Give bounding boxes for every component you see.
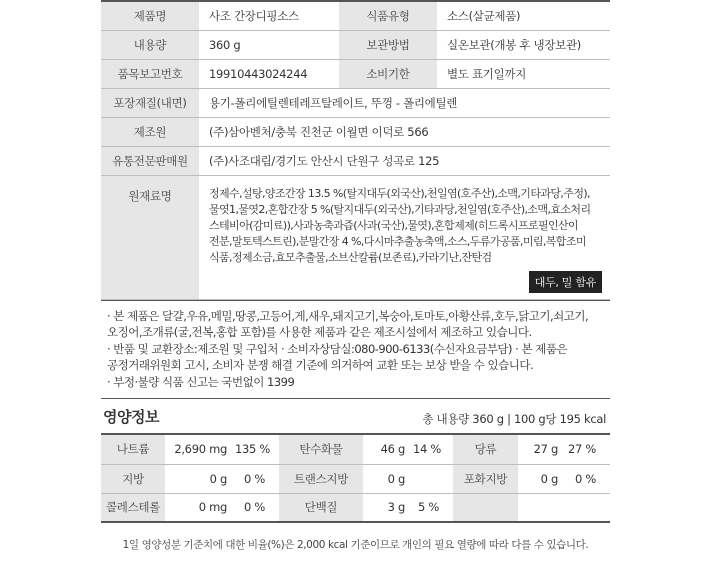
nutrition-row	[101, 464, 610, 493]
ingredients-value	[199, 175, 610, 299]
expiry-value: 별도 표기일까지	[437, 59, 610, 88]
nutrition-row	[101, 435, 610, 464]
nutrient-amount: 27 g	[518, 435, 566, 464]
net-weight-value: 360 g	[199, 30, 339, 59]
nutrient-percent	[413, 464, 453, 493]
nutrition-serving: 총 내용량 360 g | 100 g당 195 kcal	[422, 412, 606, 427]
nutrient-percent: 27 %	[566, 435, 610, 464]
nutrient-amount: 0 g	[363, 464, 413, 493]
allergy-badge: 대두, 밀 함유	[529, 271, 602, 293]
nutrient-percent: 5 %	[413, 493, 453, 522]
ingredients-line: 물엿1,물엿2,혼합간장 5 %(탈지대두(외국산),기타과당,천일염(호주산),소맥,효소처리	[209, 202, 591, 216]
ingredients-line: 식품,정제소금,효모추출물,소브산칼륨(보존료),카라기난,잔탄검	[209, 251, 492, 265]
net-weight-label: 내용량	[101, 30, 199, 59]
distributor-value: (주)사조대림/경기도 안산시 단원구 성곡로 125	[199, 146, 610, 175]
nutrient-amount: 0 mg	[165, 493, 235, 522]
nutrition-row	[101, 493, 610, 522]
notice-line: · 부정·불량 식품 신고는 국번없이 1399	[107, 374, 295, 389]
food-type-label: 식품유형	[339, 1, 437, 30]
food-type-value: 소스(살균제품)	[437, 1, 610, 30]
nutrient-amount: 0 g	[518, 464, 566, 493]
nutrient-amount-empty	[518, 493, 566, 522]
nutrient-percent: 14 %	[413, 435, 453, 464]
nutrient-percent: 0 %	[235, 493, 279, 522]
ingredients-label: 원재료명	[101, 175, 199, 299]
nutrient-name: 트랜스지방	[279, 464, 363, 493]
storage-value: 실온보관(개봉 후 냉장보관)	[437, 30, 610, 59]
product-info-table	[101, 0, 610, 300]
product-name-value: 사조 간장디핑소스	[199, 1, 339, 30]
report-number-label: 품목보고번호	[101, 59, 199, 88]
info-row	[101, 30, 610, 59]
nutrient-name: 나트륨	[101, 435, 165, 464]
nutrient-percent: 0 %	[235, 464, 279, 493]
ingredients-line: 전분,말토텍스트린),분말간장 4 %,다시마추출농축액,소스,두류가공품,미림,복합조미	[209, 235, 586, 249]
notice-line: · 본 제품은 달걀,우유,메밀,땅콩,고등어,게,새우,돼지고기,복숭아,토마토,아황산류,호두,닭고기,쇠고기,	[107, 308, 589, 323]
product-name-label: 제품명	[101, 1, 199, 30]
notice-line: 오징어,조개류(굴,전복,홍합 포함)를 사용한 제품과 같은 제조시설에서 제조하고 있습니다.	[107, 325, 532, 340]
nutrition-footnote: 1일 영양성분 기준치에 대한 비율(%)은 2,000 kcal 기준이므로 개인의 필요 열량에 따라 다를 수 있습니다.	[122, 539, 589, 552]
packaging-label: 포장재질(내면)	[101, 88, 199, 117]
nutrient-name: 당류	[453, 435, 518, 464]
notice-line: 공정거래위원회 고시, 소비자 분쟁 해결 기준에 의거하여 교환 또는 보상 받을 수 있습니다.	[107, 358, 534, 373]
notice-section	[101, 300, 610, 400]
info-row	[101, 146, 610, 175]
manufacturer-value: (주)삼아벤처/충북 진천군 이월면 이덕로 566	[199, 117, 610, 146]
info-row	[101, 117, 610, 146]
info-row	[101, 59, 610, 88]
nutrition-header	[101, 399, 610, 435]
packaging-value: 용기-폴리에틸렌테레프탈레이트, 뚜껑 - 폴리에틸렌	[199, 88, 610, 117]
info-row	[101, 1, 610, 30]
nutrient-name: 탄수화물	[279, 435, 363, 464]
nutrient-amount: 2,690 mg	[165, 435, 235, 464]
ingredients-line: 정제수,설탕,양조간장 13.5 %(탈지대두(외국산),천일염(호주산),소맥,기타과당,주정),	[209, 186, 590, 200]
storage-label: 보관방법	[339, 30, 437, 59]
notice-line: · 반품 및 교환장소:제조원 및 구입처 · 소비자상담실:080-900-6133(수신자요금부담) · 본 제품은	[107, 341, 568, 356]
distributor-label: 유통전문판매원	[101, 146, 199, 175]
nutrient-amount: 0 g	[165, 464, 235, 493]
expiry-label: 소비기한	[339, 59, 437, 88]
ingredients-row	[101, 175, 610, 299]
info-row	[101, 88, 610, 117]
allergy-row	[209, 271, 602, 293]
nutrition-title: 영양정보	[103, 408, 159, 427]
nutrient-name: 단백질	[279, 493, 363, 522]
nutrient-percent: 135 %	[235, 435, 279, 464]
nutrient-name: 지방	[101, 464, 165, 493]
nutrient-percent: 0 %	[566, 464, 610, 493]
product-label	[101, 0, 610, 552]
nutrient-name: 콜레스테롤	[101, 493, 165, 522]
nutrient-name-empty	[453, 493, 518, 522]
report-number-value: 19910443024244	[199, 59, 339, 88]
nutrient-amount: 3 g	[363, 493, 413, 522]
nutrient-percent-empty	[566, 493, 610, 522]
manufacturer-label: 제조원	[101, 117, 199, 146]
nutrient-name: 포화지방	[453, 464, 518, 493]
ingredients-line: 스테비아(감미료)),사과농축과즙(사과(국산),물엿),혼합제제(히드록시프로필인산이	[209, 218, 579, 232]
nutrition-table	[101, 435, 610, 523]
nutrient-amount: 46 g	[363, 435, 413, 464]
